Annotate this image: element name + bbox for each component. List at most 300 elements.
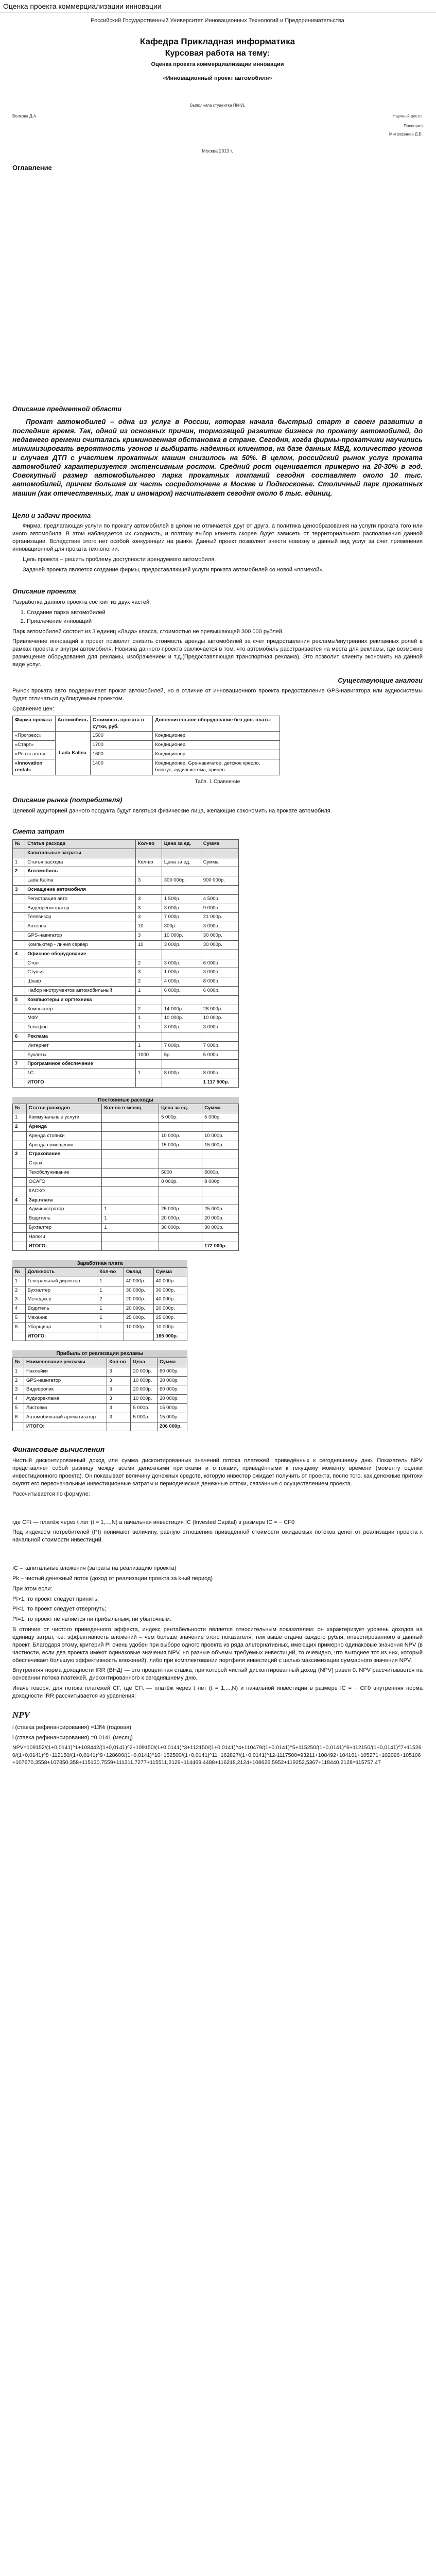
table-cell — [13, 913, 25, 922]
table-cell: 10 000р. — [131, 1376, 158, 1385]
table-cell: 30 000р. — [157, 1376, 187, 1385]
finance-p4: Под индексом потребителей (PI) понимают величину, равную отношению приведенной стоимости ожидаемых потоков денег от реализации проекта к начальной стоимости инвестиций. — [12, 1529, 423, 1544]
table-row — [13, 1032, 239, 1042]
table-cell: Водитель — [26, 1214, 102, 1224]
table-row — [13, 894, 239, 904]
table-cell: 1 — [13, 1277, 26, 1286]
budget-heading: Смета затрат — [12, 827, 64, 836]
table-header-row — [13, 1358, 187, 1367]
table-row — [13, 986, 239, 995]
table-cell — [135, 867, 162, 876]
table-row — [13, 1060, 239, 1069]
table-cell: 3 000р. — [162, 1023, 201, 1032]
table-cell: 1С — [25, 1069, 136, 1078]
table-cell — [201, 867, 238, 876]
table-cell: Компьютер - линия сервер — [25, 940, 136, 950]
table-cell: 5000 — [159, 1168, 202, 1178]
table-cell: 1700 — [90, 741, 153, 750]
table-cell: 5р. — [162, 1050, 201, 1060]
table-cell: 3 — [135, 904, 162, 913]
table-cell: 8 000р. — [201, 977, 238, 987]
finance-p2: Рассчитывается по формуле: — [12, 1490, 90, 1497]
performed-label: Выполнила студентка ПИ-91 — [190, 103, 245, 108]
table-row — [13, 1223, 239, 1232]
cover-meta-row — [12, 114, 423, 120]
table-row — [13, 1196, 239, 1205]
table-cell — [135, 1032, 162, 1042]
table-cell: 15 000р. — [202, 1141, 239, 1150]
table-cell — [102, 1123, 159, 1132]
table-cell: 25 000р. — [159, 1205, 202, 1214]
table-row — [13, 1286, 187, 1295]
table-cell: 3 000р. — [162, 959, 201, 968]
table-cell: 1 500р. — [162, 894, 201, 904]
table-cell — [159, 1123, 202, 1132]
table-cell: 2 — [13, 867, 25, 876]
table-cell: 3 000р. — [201, 968, 238, 977]
table-cell — [135, 1078, 162, 1088]
table-row — [13, 1131, 239, 1141]
table-cell — [102, 1113, 159, 1123]
table-cell: 300 000р. — [162, 876, 201, 886]
table-cell — [135, 995, 162, 1005]
table-cell: Оснащение автомобиля — [25, 886, 136, 895]
table-cell: 30 000р. — [157, 1395, 187, 1404]
project-list-item: 1. Создание парка автомобилей — [27, 609, 423, 617]
table-cell: 21 000р. — [201, 913, 238, 922]
table-cell: Аренда — [26, 1123, 102, 1132]
table-cell: Кондиционер — [153, 750, 280, 759]
table-cell: 14 000р. — [162, 1005, 201, 1014]
table-cell — [162, 886, 201, 895]
table-row — [13, 940, 239, 950]
table-cell: 8 000р. — [202, 1177, 239, 1187]
table-cell: 15 000р. — [159, 1141, 202, 1150]
table-cell — [131, 1422, 158, 1431]
table-cell — [201, 995, 238, 1005]
table-header: № — [13, 1104, 27, 1113]
table-cell: 9 000р. — [201, 904, 238, 913]
table-row — [13, 1403, 187, 1413]
table-cell — [159, 1150, 202, 1159]
finance-p6: Pk – чистый денежный поток (доход от реализации проекта за k-ый период) — [12, 1575, 213, 1582]
table-cell: 206 000р. — [157, 1422, 187, 1431]
university-name: Российский Государственный Университет Инновационных Технологий и Предпринимательства — [91, 18, 344, 24]
table-cell: 1000 — [135, 1050, 162, 1060]
table-cell — [162, 867, 201, 876]
table-cell — [135, 849, 162, 858]
table-cell: Программное обеспечение — [25, 1060, 136, 1069]
table-cell: 4 — [13, 1395, 24, 1404]
finance-p3: где CFt — платёж через t лет (t = 1,...,N) а начальная инвестиция IC (Invested Capital) в размере IC = − CF0 — [12, 1519, 295, 1526]
table-cell — [13, 1422, 24, 1431]
npv-heading: NPV — [12, 1709, 30, 1720]
table-cell: Администратор — [26, 1205, 102, 1214]
finance-p10: PI=1, то проект не является ни прибыльным, ни убыточным. — [12, 1616, 171, 1623]
table-cell: «Рент» авто» — [13, 750, 56, 759]
topic-title: Оценка проекта коммерциализации инновации — [151, 61, 284, 68]
table-cell — [162, 995, 201, 1005]
toc-heading: Оглавление — [12, 164, 52, 172]
table-row — [13, 1113, 239, 1123]
table-header: Статья расхода — [25, 839, 136, 849]
table-cell: 10 000р. — [153, 1323, 187, 1332]
table-cell: Кол-во — [135, 858, 162, 867]
finance-heading: Финансовые вычисления — [12, 1445, 105, 1454]
finance-p13: Иначе говоря, для потока платежей CF, где CFt — платёж через t лет (t = 1,...,N) и начальной инвестиции в размере IC = − CF0 внутренняя норма доходности IRR рассчитывается из уравнения: — [12, 1685, 423, 1699]
project-p2: Парк автомобилей состоит из 3 единиц «Лада» класса, стоимостью не превышающей 300 000 рублей. — [12, 628, 284, 635]
goals-p3: Задачей проекта является создание фирмы, предоставляющей услуги проката автомобилей со новой «помехой». — [23, 566, 324, 573]
table-cell — [201, 1060, 238, 1069]
table-cell: 28 000р. — [201, 1005, 238, 1014]
table-header: Сумма — [201, 839, 238, 849]
table-cell — [13, 986, 25, 995]
table-cell: 2 — [13, 1123, 27, 1132]
finance-p11: В отличие от чистого приведенного эффекта, индекс рентабельности является относительным показателем: он характеризует уровень доходов на единицу затрат, т.е. эффективность вложений – чем больше значение этого показателя, тем выше отдача каждого рубля, инвестированного в данный проект. Благодаря этому, критерий PI очень удобен при выборе одного проекта из ряда альтернативных, имеющих примерно одинаковые значения NPV (в частности, если два проекта имеют одинаковые значения NPV, но разные объемы требуемых инвестиций, то очевидно, что выгоднее тот из них, который обеспечивает большую эффективность вложений), либо при комплектовании портфеля инвестиций с целью максимизации суммарного значения NPV. — [12, 1626, 423, 1664]
table-cell — [13, 904, 25, 913]
table-row — [13, 1395, 187, 1404]
table-row — [13, 977, 239, 987]
table-cell — [102, 1131, 159, 1141]
table-cell — [124, 1332, 153, 1341]
table-row — [13, 732, 280, 741]
table-cell: 10 — [135, 922, 162, 931]
table-cell: 3 — [107, 1385, 131, 1395]
table-cell: Сумма — [201, 858, 238, 867]
table-cell: ИТОГО — [25, 1078, 136, 1088]
table-row — [13, 1205, 239, 1214]
table-cell — [13, 1069, 25, 1078]
table-cell: 1 — [13, 858, 25, 867]
table-cell: 3 000р. — [162, 940, 201, 950]
fixed-title: Постоянные расходы — [12, 1097, 239, 1104]
department-title: Кафедра Прикладная информатика — [139, 36, 295, 46]
table-cell — [13, 940, 25, 950]
table-cell — [162, 1032, 201, 1042]
table-cell: Налоги — [26, 1232, 102, 1242]
table-cell: GPS-навигатор — [24, 1376, 107, 1385]
table-cell — [13, 1223, 27, 1232]
table-cell: 5 000р. — [201, 1050, 238, 1060]
salary-table — [12, 1267, 187, 1342]
table-cell: 1 — [97, 1313, 124, 1323]
finance-p8: PI>1, то проект следует принять; — [12, 1596, 99, 1602]
table-cell: КАСКО — [26, 1187, 102, 1196]
table-header: Статья расходов — [26, 1104, 102, 1113]
table-cell: Листовки — [24, 1403, 107, 1413]
table-cell — [159, 1232, 202, 1242]
table-cell — [13, 1050, 25, 1060]
checked-label: Проверил — [404, 123, 423, 128]
table-header: Цена за ед. — [162, 839, 201, 849]
table-cell: 1 — [102, 1223, 159, 1232]
table-cell: 3 000р. — [162, 904, 201, 913]
table-cell: ИТОГО: — [24, 1422, 107, 1431]
table-row — [13, 867, 239, 876]
table-cell — [102, 1168, 159, 1178]
table-cell — [162, 849, 201, 858]
table-header: Кол-во в месяц — [102, 1104, 159, 1113]
table-cell: Антенна — [25, 922, 136, 931]
finance-p7: При этом если: — [12, 1585, 53, 1592]
table-cell — [201, 950, 238, 959]
table-cell — [102, 1242, 159, 1251]
table-cell: Аудиореклама — [24, 1395, 107, 1404]
table-cell: 20 000р. — [131, 1367, 158, 1376]
table-cell — [102, 1141, 159, 1150]
table-row — [13, 1367, 187, 1376]
analogs-heading: Существующие аналоги — [338, 676, 423, 684]
table-row — [13, 1385, 187, 1395]
table-cell — [159, 1196, 202, 1205]
table-cell — [13, 1168, 27, 1178]
student-name: Волкова Д.А. — [12, 113, 38, 118]
table-cell: Телефон — [25, 1023, 136, 1032]
table-cell: Буклеты — [25, 1050, 136, 1060]
table-cell — [135, 950, 162, 959]
table-row — [13, 1177, 239, 1187]
table-cell: 10 000р. — [131, 1395, 158, 1404]
table-cell: 30 000р. — [202, 1223, 239, 1232]
table-cell: 1 117 500р. — [201, 1078, 238, 1088]
table-row — [13, 1304, 187, 1314]
table-header: Кол-во — [107, 1358, 131, 1367]
table-cell: 7 — [13, 1060, 25, 1069]
formula-placeholder — [12, 1501, 423, 1516]
project-list-item: 2. Привлечение инноваций — [27, 618, 423, 625]
table-row — [13, 1050, 239, 1060]
table-cell: 2 — [135, 1005, 162, 1014]
table-cell: 5 000р. — [202, 1113, 239, 1123]
table-cell — [13, 1078, 25, 1088]
table-row — [13, 904, 239, 913]
table-cell — [13, 1177, 27, 1187]
table-cell: 3 — [13, 886, 25, 895]
table-header-row — [13, 1104, 239, 1113]
table-cell: 1 — [97, 1286, 124, 1295]
table-cell: 5 000р. — [131, 1413, 158, 1422]
table-row — [13, 950, 239, 959]
table-cell: 25 000р. — [124, 1313, 153, 1323]
table-header: Стоимость проката в сутки, руб. — [90, 716, 153, 732]
table-row — [13, 1277, 187, 1286]
table-header: Фирма проката — [13, 716, 56, 732]
table-cell: Стулья — [25, 968, 136, 977]
table-cell — [13, 1205, 27, 1214]
table-cell: 6 — [13, 1032, 25, 1042]
table-cell: Автомобильный ароматизатор — [24, 1413, 107, 1422]
table-cell — [13, 876, 25, 886]
table-cell: Страх — [26, 1159, 102, 1168]
table-cell — [135, 1060, 162, 1069]
table-cell — [102, 1196, 159, 1205]
table-row — [13, 1141, 239, 1150]
table-cell: 20 000р. — [124, 1304, 153, 1314]
salary-title: Заработная плата — [12, 1260, 187, 1267]
table-cell: 2 — [135, 977, 162, 987]
table-cell: 3 — [135, 894, 162, 904]
project-p3: Привлечение инноваций в проект позволит снизить стоимость аренды автомобилей за счет предоставления рекламы/внутренних рекламных ролей в рамках проекта и внутри автомобиля. Новизна данного проекта заключается в том, что автомобиль расстраивается на места для рекламы, где возможно размещение оборудования для рекламы, изображением и т.д.(Предоставляющая транспортная реклама). Это позволит клиенту экономить на данной виде услуг. — [12, 638, 423, 668]
table-cell: ИТОГО: — [25, 1332, 97, 1341]
project-list — [27, 609, 423, 625]
table-cell: Коммунальные услуги — [26, 1113, 102, 1123]
table-cell: 7 000р. — [201, 1041, 238, 1050]
table-cell: 8 000р. — [162, 1069, 201, 1078]
table-cell: 20 000р. — [153, 1304, 187, 1314]
table-cell: Генеральный директор — [25, 1277, 97, 1286]
table-cell: 2 — [13, 1286, 26, 1295]
table-cell: 30 000р. — [201, 940, 238, 950]
table-cell — [201, 1032, 238, 1042]
table-cell — [13, 1232, 27, 1242]
table-cell: 5000р. — [202, 1168, 239, 1178]
table-cell: Автомобиль — [25, 867, 136, 876]
document-title: Оценка проекта коммерциализации инновации — [0, 0, 436, 13]
table-header: Цена за ед. — [159, 1104, 202, 1113]
table-cell: 6 000р. — [162, 986, 201, 995]
table-cell: Уборщица — [25, 1323, 97, 1332]
car-cell: Lada Kalina — [55, 732, 90, 775]
table-cell: Компьютеры и оргтехника — [25, 995, 136, 1005]
table-cell: 1 — [13, 1367, 24, 1376]
table-cell: «Innovation rental» — [13, 759, 56, 775]
table-row — [13, 1323, 187, 1332]
table-cell — [159, 1187, 202, 1196]
table-cell: Компьютер — [25, 1005, 136, 1014]
table-cell — [13, 894, 25, 904]
table-cell: МФУ — [25, 1014, 136, 1023]
table-cell — [13, 1041, 25, 1050]
table-header: Оклад — [124, 1267, 153, 1277]
table-cell — [102, 1177, 159, 1187]
table-cell: 1 — [97, 1277, 124, 1286]
table-row — [13, 1023, 239, 1032]
table-cell — [13, 968, 25, 977]
table-cell: Lada Kalina — [25, 876, 136, 886]
table-cell — [13, 1214, 27, 1224]
table-row — [13, 876, 239, 886]
table-cell: 20 000р. — [124, 1295, 153, 1304]
table-cell: 30 000р. — [153, 1286, 187, 1295]
comparison-caption: Табл. 1 Сравнение — [195, 778, 240, 785]
table-cell — [13, 1005, 25, 1014]
table-cell: 20 000р. — [131, 1385, 158, 1395]
finance-p9: PI<1, то проект следует отвергнуть; — [12, 1606, 107, 1613]
table-cell: 1 — [13, 1113, 27, 1123]
table-row — [13, 1123, 239, 1132]
table-cell — [13, 1332, 26, 1341]
table-cell: ИТОГО: — [26, 1242, 102, 1251]
table-cell: Техобслуживание — [26, 1168, 102, 1178]
table-cell: Менеджер — [25, 1295, 97, 1304]
analogs-p2: Сравнение цен: — [12, 706, 55, 713]
table-header: Дополнительное оборудование без доп. платы — [153, 716, 280, 732]
table-cell — [13, 1141, 27, 1150]
table-cell: Аренда стоянки — [26, 1131, 102, 1141]
project-heading: Описание проекта — [12, 587, 76, 596]
toc-spacer — [12, 173, 423, 394]
domain-intro: Прокат автомобилей – одна из услуг в России, которая начала быстрый старт в своем развитии в последние время. Так, одной из основных причин, тормозящей развитие бизнеса по прокату автомобилей, до недавнего времени считалась криминогенная обстановка в стране. Сегодня, когда фирмы-прокатчики научились минимизировать вероятность угонов и выбирать надежных клиентов, на базе данных МВД, количество угонов и случаев ДТП с участием прокатных машин снизилось на 50%. В целом, российский рынок услуг проката автомобилей характеризуется экстенсивным ростом. Средний рост оценивается примерно на 20-30% в год. Совокупный размер автомобильного парка прокатных компаний сегодня составляет около 10 тыс. автомобилей, причем большая их часть сосредоточена в Москве и Подмосковье. Столичный парк прокатных машин (как отечественных, так и иномарок) насчитывает сегодня около 6 тыс. единиц. — [12, 418, 423, 497]
table-cell: 5 — [13, 1403, 24, 1413]
table-cell: Аренда помещения — [26, 1141, 102, 1150]
table-row — [13, 1422, 187, 1431]
table-cell: 30 000р. — [159, 1223, 202, 1232]
table-cell: 1 — [97, 1304, 124, 1314]
project-p1: Разработка данного проекта состоит из двух частей: — [12, 599, 151, 606]
table-cell: «Старт» — [13, 741, 56, 750]
npv-rate-year: i (ставка рефинансирования) =13% (годовая) — [12, 1724, 131, 1731]
table-cell: GPS-навигатор — [25, 931, 136, 941]
table-header: Кол-во — [97, 1267, 124, 1277]
supervisor-label: Научный рук.ст. — [392, 113, 423, 118]
table-cell — [13, 931, 25, 941]
table-cell: Страхование — [26, 1150, 102, 1159]
revenue-table — [12, 1358, 187, 1432]
table-cell: Кондиционер, Gps-навигатор, детское кресло, блютус, аудиосистема, прицеп — [153, 759, 280, 775]
table-cell: 3 — [13, 1385, 24, 1395]
table-cell — [162, 950, 201, 959]
table-row — [13, 849, 239, 858]
table-header: № — [13, 1267, 26, 1277]
table-row — [13, 913, 239, 922]
table-cell: 10 — [135, 940, 162, 950]
finance-p1: Чистый дисконтированный доход или сумма дисконтированных значений потока платежей, приведённых к сегодняшнему дню. Показатель NPV представляет собой разницу между всеми денежными притоками и оттоками, приведёнными к текущему моменту времени (моменту оценки инвестиционного проекта). Он показывает величину денежных средств, которую инвестор ожидает получить от проекта, после того, как денежные притоки окупят его первоначальные инвестиционные затраты и периодические денежные оттоки, связанные с осуществлением проекта. — [12, 1458, 423, 1487]
table-cell — [202, 1123, 239, 1132]
market-heading: Описание рынка (потребителя) — [12, 796, 123, 804]
table-cell: 2 — [135, 959, 162, 968]
table-row — [13, 1313, 187, 1323]
table-header: Должность — [25, 1267, 97, 1277]
table-cell: 6 — [13, 1413, 24, 1422]
table-cell: Зар.плата — [26, 1196, 102, 1205]
table-row — [13, 858, 239, 867]
table-header: Кол-во — [135, 839, 162, 849]
table-cell: 3 — [135, 876, 162, 886]
table-cell: 3 — [135, 931, 162, 941]
table-cell: 5 000р. — [131, 1403, 158, 1413]
table-cell: 20 000р. — [202, 1214, 239, 1224]
table-cell — [102, 1159, 159, 1168]
table-cell: 6 — [13, 1323, 26, 1332]
table-cell: 3 — [107, 1395, 131, 1404]
table-row — [13, 1159, 239, 1168]
table-row — [13, 1376, 187, 1385]
table-cell: 10 000р. — [202, 1131, 239, 1141]
table-cell: Набор инструментов автомобильный — [25, 986, 136, 995]
table-cell — [162, 1060, 201, 1069]
table-cell — [13, 1187, 27, 1196]
table-row — [13, 1295, 187, 1304]
fixed-costs-table — [12, 1104, 239, 1251]
table-cell: Наклейки — [24, 1367, 107, 1376]
table-header: № — [13, 839, 25, 849]
table-cell: Кондиционер — [153, 732, 280, 741]
table-cell — [13, 849, 25, 858]
table-row — [13, 922, 239, 931]
table-row — [13, 959, 239, 968]
table-header-row — [13, 839, 239, 849]
table-cell: 1500 — [90, 732, 153, 741]
table-cell: Видеорегистратор — [25, 904, 136, 913]
table-cell: 20 000р. — [159, 1214, 202, 1224]
table-row — [13, 1014, 239, 1023]
city-year: Москва 2013 г. — [202, 148, 233, 154]
table-cell: Регистрация авто — [25, 894, 136, 904]
table-cell: 1600 — [90, 750, 153, 759]
domain-heading: Описание предметной области — [12, 404, 122, 413]
table-cell — [13, 1014, 25, 1023]
table-row — [13, 1332, 187, 1341]
